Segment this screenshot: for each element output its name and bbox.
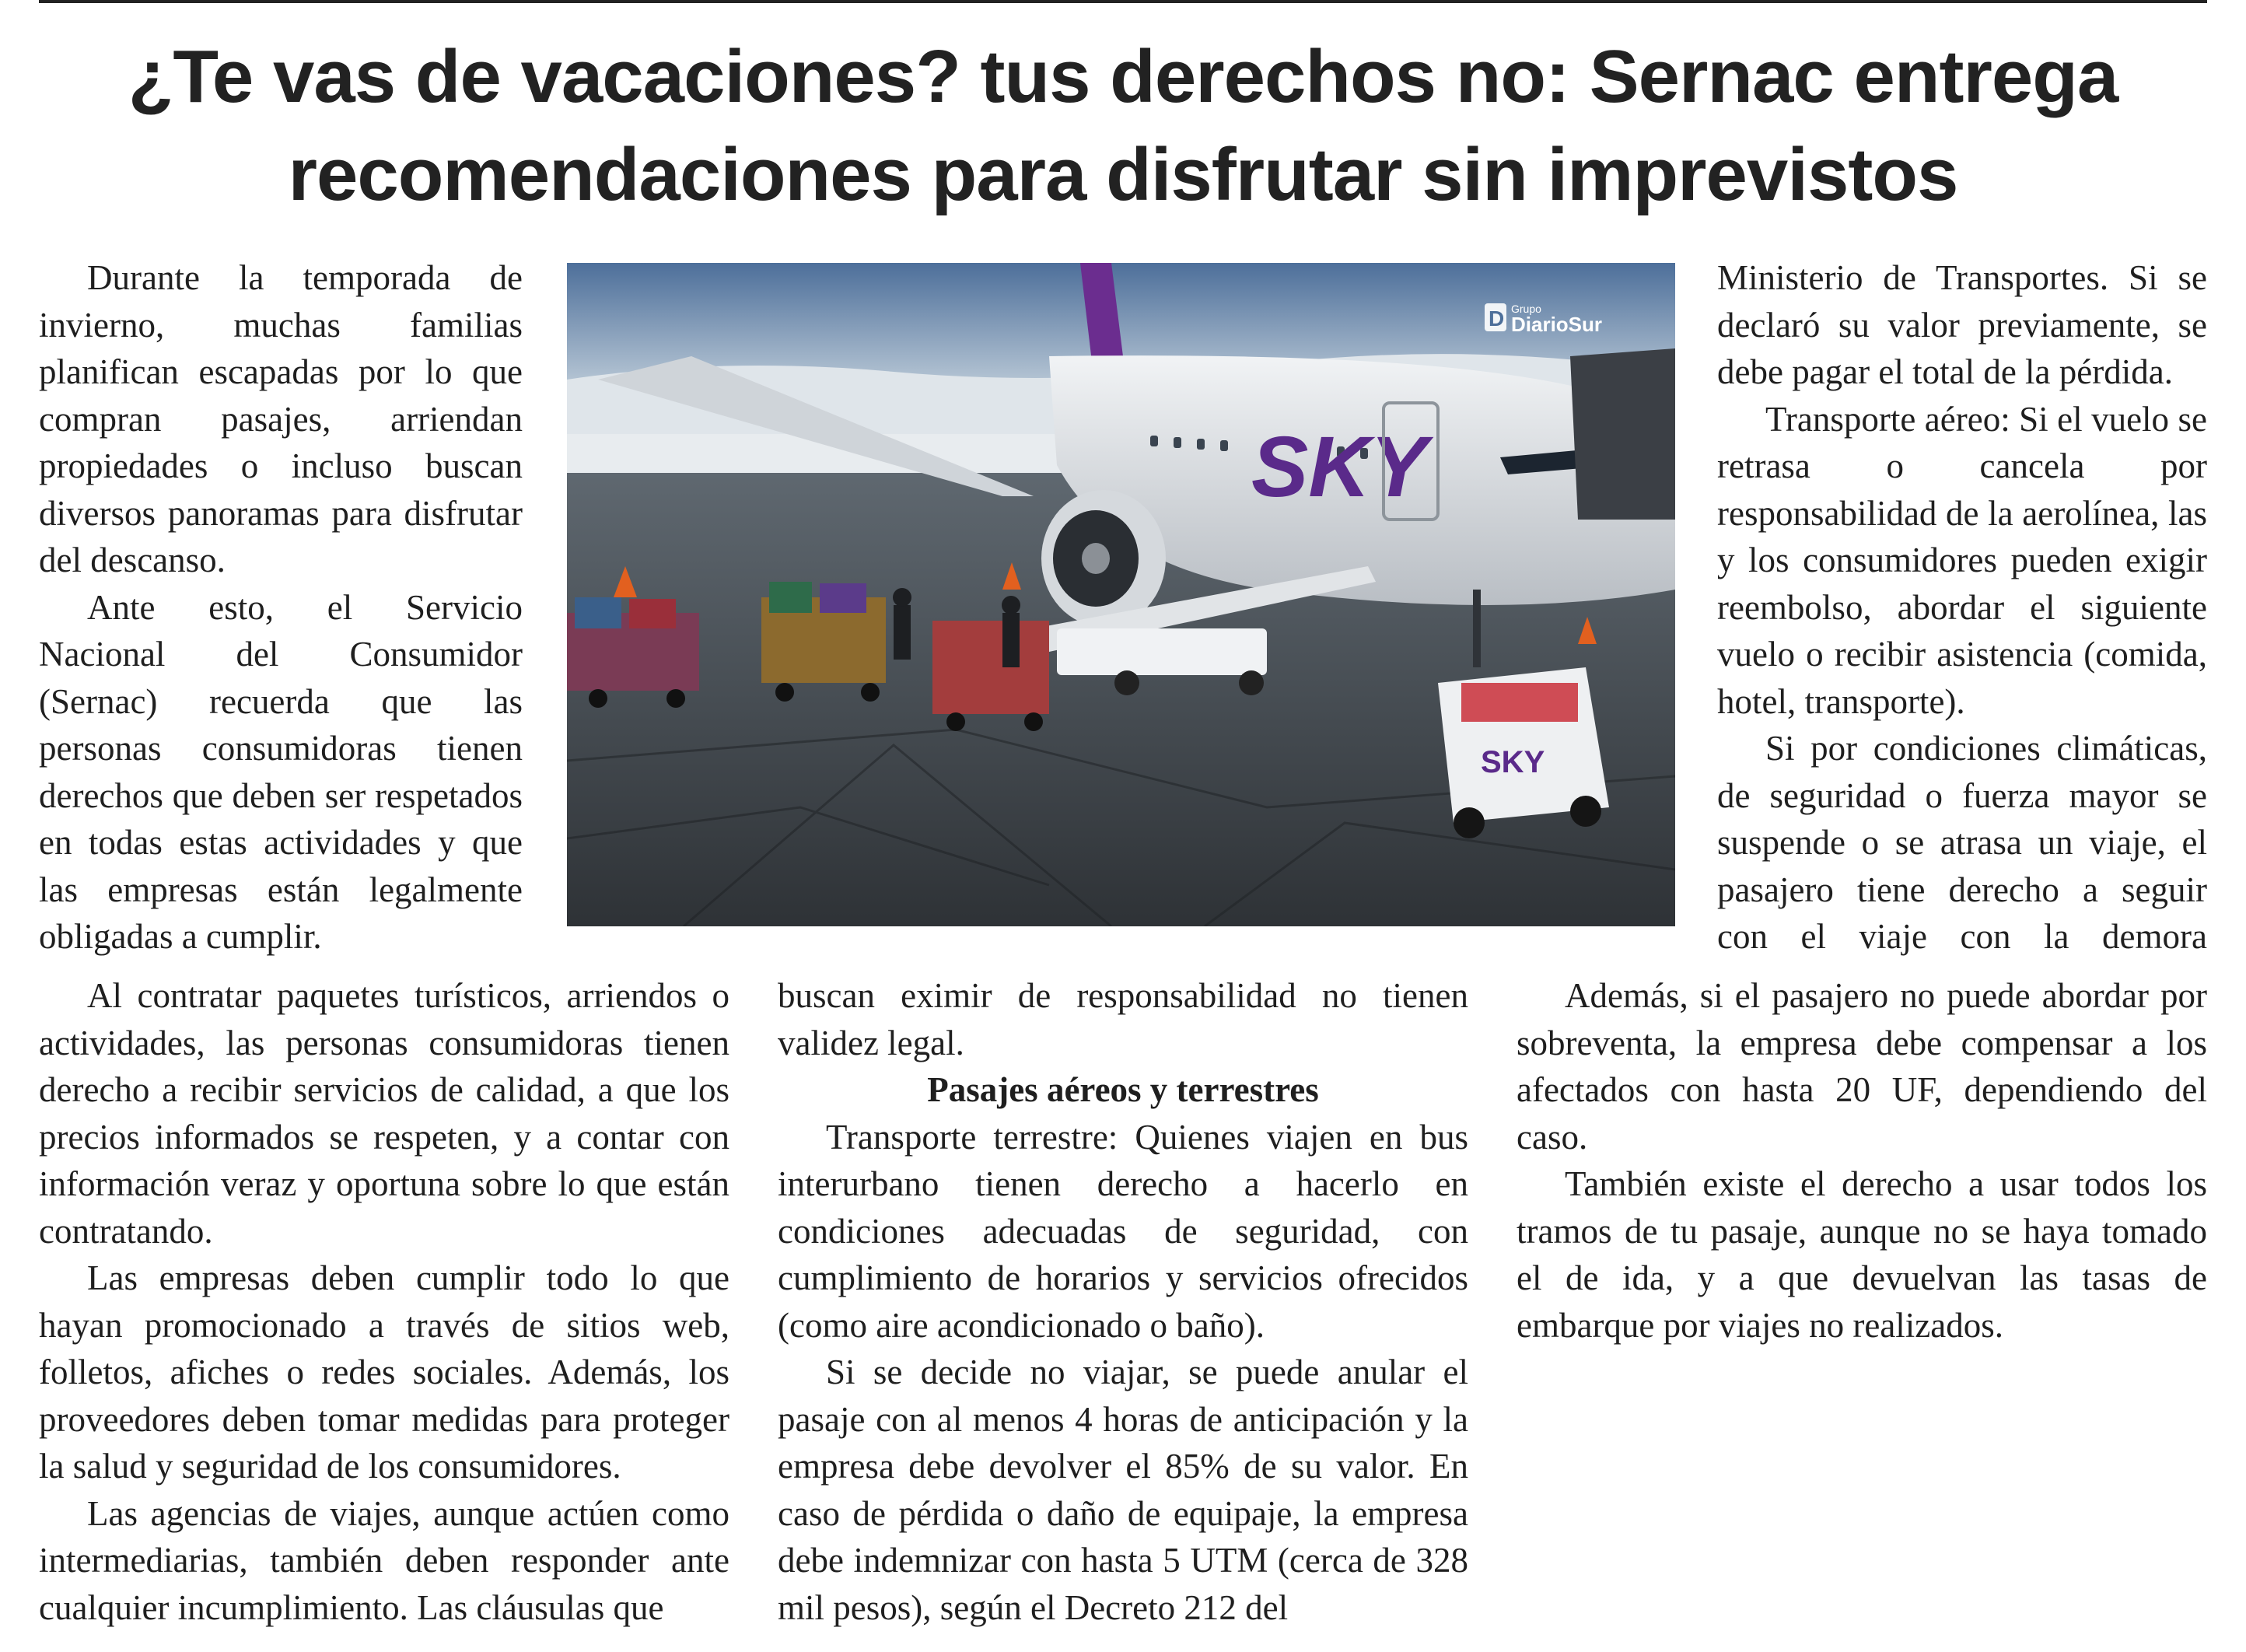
paragraph: Si se decide no viajar, se puede anular el pasaje con al menos 4 horas de anticipación y la empresa debe devolver el 85% de su valor. En caso de pérdida o daño de equipaje, la empresa debe indemnizar con hasta 5 UTM (cerca de 328 mil pesos), según el Decreto 212 del bbox=[778, 1353, 1468, 1627]
paragraph: Además, si el pasajero no puede abordar por sobreventa, la empresa debe compensar a los afectados con hasta 20 UF, dependiendo del caso. bbox=[1517, 976, 2207, 1157]
paragraph-continuation: buscan eximir de responsabilidad no tienen validez legal. bbox=[778, 976, 1468, 1062]
jet-bridge bbox=[1570, 348, 1675, 520]
paragraph: También existe el derecho a usar todos los tramos de tu pasaje, aunque no se haya tomado el de ida, y a que devuelvan las tasas de embarque por viajes no realizados. bbox=[1517, 1164, 2207, 1345]
paragraph-continuation: Ministerio de Transportes. Si se declaró su valor previamente, se debe pagar el total de la pérdida. bbox=[1717, 258, 2207, 391]
headline: ¿Te vas de vacaciones? tus derechos no: Sernac entrega recomendaciones para disfrutar sin imprevistos bbox=[128, 35, 2118, 216]
paragraph: Ante esto, el Servicio Nacional del Consumidor (Sernac) recuerda que las personas consumidoras tienen derechos que deben ser respetados en todas estas actividades y que las empresas están legalmente obligadas a cumplir. bbox=[39, 587, 523, 956]
paragraph: Transporte aéreo: Si el vuelo se retrasa o cancela por responsabilidad de la aerolínea, las y los consumidores pueden exigir reembolso, abordar el siguiente vuelo o recibir asistencia (comida, hotel, transporte). bbox=[1717, 399, 2207, 721]
watermark-small: Grupo bbox=[1511, 303, 1541, 315]
paragraph: Durante la temporada de invierno, muchas familias planifican escapadas por lo que compran pasajes, arriendan propiedades o incluso buscan diversos panoramas para disfrutar del descanso. bbox=[39, 258, 523, 579]
watermark-letter: D bbox=[1489, 306, 1505, 331]
baggage-tug bbox=[1438, 667, 1609, 838]
column-3-top bbox=[1717, 254, 2207, 962]
paragraph: Transporte terrestre: Quienes viajen en bus interurbano tienen derecho a hacerlo en condiciones adecuadas de seguridad, con cumplimiento de horarios y servicios ofrecidos (como aire acondicionado o baño). bbox=[778, 1117, 1468, 1345]
subheading: Pasajes aéreos y terrestres bbox=[927, 1070, 1319, 1109]
airport-scene bbox=[567, 263, 1675, 926]
column-1-bottom bbox=[39, 972, 729, 1633]
top-rule bbox=[39, 0, 2207, 3]
column-2-bottom bbox=[778, 972, 1468, 1633]
aircraft-livery: SKY bbox=[1251, 419, 1428, 515]
paragraph: Las empresas deben cumplir todo lo que hayan promocionado a través de sitios web, folletos, afiches o redes sociales. Además, los proveedores deben tomar medidas para proteger la salud y seguridad de los consumidores. bbox=[39, 1258, 729, 1486]
column-1-top bbox=[39, 254, 523, 962]
column-3-bottom bbox=[1517, 972, 2207, 1633]
news-photo bbox=[567, 263, 1675, 926]
paragraph: Las agencias de viajes, aunque actúen como intermediarias, también deben responder ante cualquier incumplimiento. Las cláusulas que bbox=[39, 1493, 729, 1627]
paragraph: Si por condiciones climáticas, de seguridad o fuerza mayor se suspende o se atrasa un viaje, el pasajero tiene derecho a seguir con el viaje con la demora bbox=[1717, 729, 2207, 956]
watermark-brand: DiarioSur bbox=[1511, 313, 1603, 336]
engine bbox=[1041, 490, 1166, 627]
tug-label: SKY bbox=[1481, 745, 1545, 779]
paragraph: Al contratar paquetes turísticos, arriendos o actividades, las personas consumidoras tienen derecho a recibir servicios de calidad, a que los precios informados se respeten, y a contar con información veraz y oportuna sobre lo que están contratando. bbox=[39, 976, 729, 1251]
